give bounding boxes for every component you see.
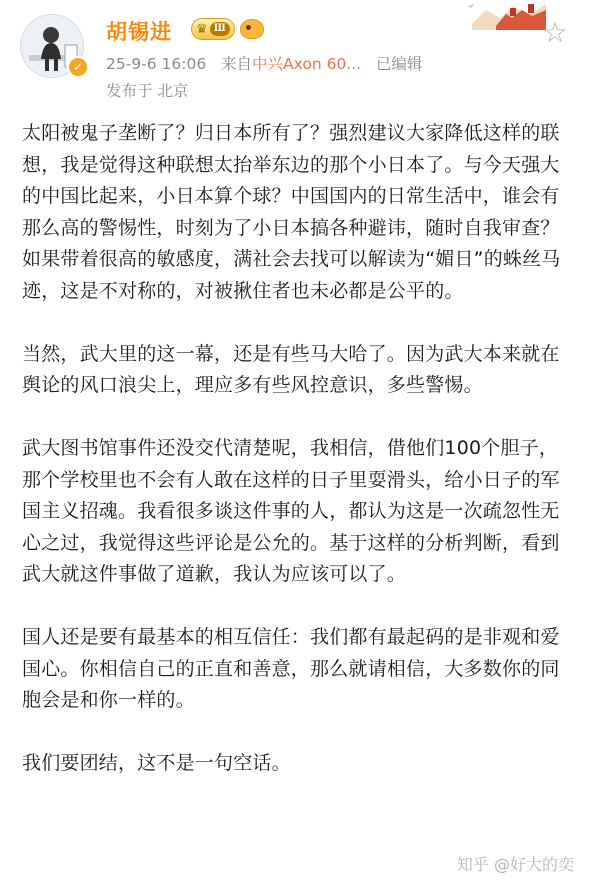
post-paragraph: 太阳被鬼子垄断了？归日本所有了？强烈建议大家降低这样的联想，我是觉得这种联想太抬举东边的那个小日本了。与今天强大的中国比起来，小日本算个球？中国国内的日常生活中，谁会有那么高的警惕性，时刻为了小日本搞各种避讳，随时自我审查？如果带着很高的敏感度，满社会去找可以解读为“媚日”的蛛丝马迹，这是不对称的，对被揪住者也未必都是公平的。 bbox=[22, 122, 561, 302]
watermark: 知乎 @好大的奕 bbox=[456, 855, 574, 874]
source-prefix: 来自 bbox=[221, 55, 253, 73]
post-meta bbox=[106, 52, 422, 74]
post-paragraph: 国人还是要有最基本的相互信任：我们都有最起码的是非观和爱国心。你相信自己的正直和善意，那么就请相信，大多数你的同胞会是和你一样的。 bbox=[22, 626, 560, 711]
member-crown-badge[interactable] bbox=[191, 18, 235, 40]
great-wall-decoration-icon bbox=[466, 0, 550, 30]
post-body bbox=[22, 118, 570, 780]
post-paragraph: 当然，武大里的这一幕，还是有些马大哈了。因为武大本来就在舆论的风口浪尖上，理应多有些风控意识，多些警惕。 bbox=[22, 342, 560, 396]
location-label: 发布于 北京 bbox=[106, 82, 189, 100]
level-badge: Ⅲ bbox=[210, 22, 230, 36]
post-paragraph: 我们要团结，这不是一句空话。 bbox=[22, 752, 291, 774]
crown-icon: ♛ bbox=[196, 21, 208, 37]
fan-badge-icon[interactable] bbox=[240, 19, 264, 39]
device-link[interactable]: 中兴Axon 60... bbox=[252, 55, 362, 73]
post-paragraph: 武大图书馆事件还没交代清楚呢，我相信，借他们100个胆子，那个学校里也不会有人敢在这样的日子里耍滑头，给小日子的军国主义招魂。我看很多谈这件事的人，都认为这是一次疏忽性无心之过，我觉得这些评论是公允的。基于这样的分析判断，看到武大就这件事做了道歉，我认为应该可以了。 bbox=[22, 437, 560, 585]
timestamp: 25-9-6 16:06 bbox=[106, 55, 207, 73]
favorite-star-icon[interactable]: ☆ bbox=[542, 16, 568, 49]
edited-label[interactable]: 已编辑 bbox=[375, 55, 423, 73]
author-name[interactable]: 胡锡进 bbox=[106, 20, 172, 44]
post-header bbox=[0, 0, 590, 112]
verified-badge-icon: ✓ bbox=[67, 56, 89, 78]
